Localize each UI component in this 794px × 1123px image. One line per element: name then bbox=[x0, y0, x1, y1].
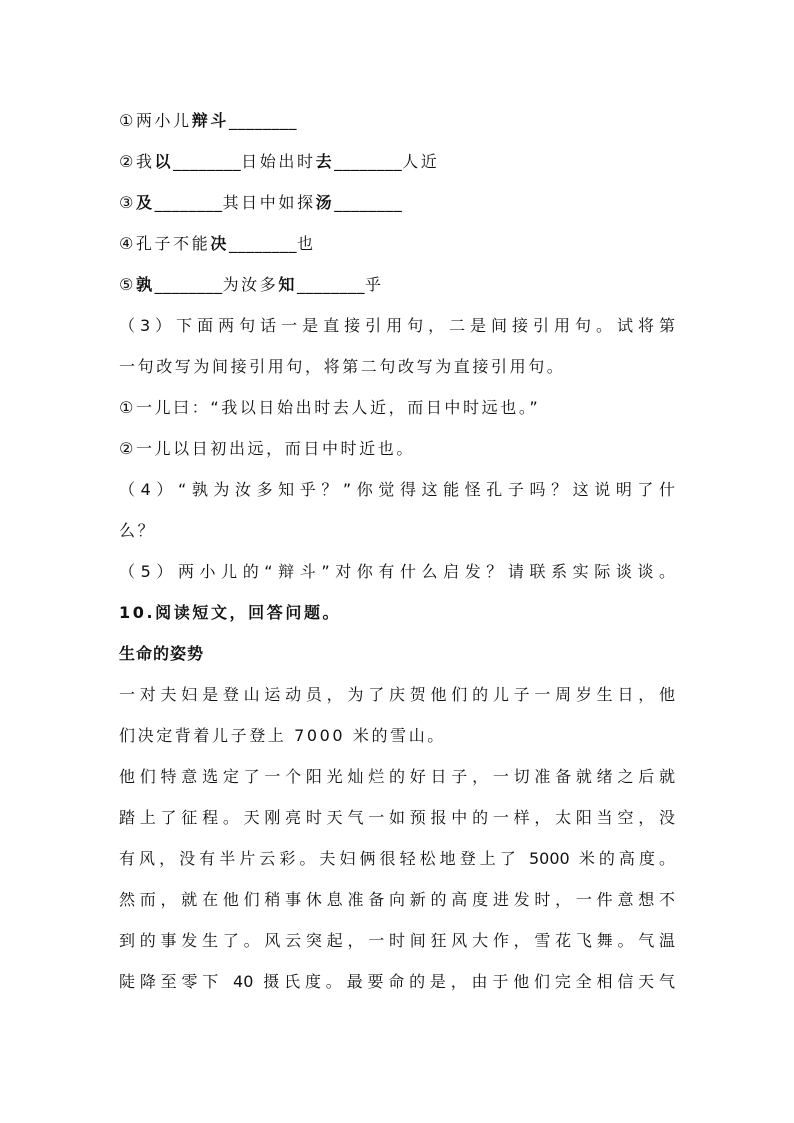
keyword: 孰 bbox=[135, 275, 155, 294]
passage-line: 有风，没有半片云彩。夫妇俩很轻松地登上了 5000 米的高度。 bbox=[119, 849, 675, 868]
item-text: ⑤ bbox=[119, 275, 136, 294]
q9-part3-sentence: ①一儿曰：“我以日始出时去人近，而日中时远也。” bbox=[119, 398, 541, 417]
q9-item-1 bbox=[119, 104, 675, 145]
keyword: 知 bbox=[278, 275, 297, 294]
answer-blank[interactable]: ________ bbox=[334, 193, 403, 212]
item-text: 乎 bbox=[364, 275, 384, 294]
passage-line: 们决定背着儿子登上 7000 米的雪山。 bbox=[119, 726, 446, 745]
keyword: 及 bbox=[135, 193, 155, 212]
item-text: ④孔子不能 bbox=[119, 234, 211, 253]
passage-line: 他们特意选定了一个阳光灿烂的好日子，一切准备就绪之后就 bbox=[119, 767, 675, 786]
keyword: 决 bbox=[210, 234, 229, 253]
item-text: ①两小儿 bbox=[119, 111, 192, 130]
answer-blank[interactable]: ________ bbox=[334, 152, 403, 171]
q9-part4-line: （4）“孰为汝多知乎？”你觉得这能怪孔子吗？这说明了什 bbox=[119, 480, 675, 499]
passage-line: 然而，就在他们稍事休息准备向新的高度进发时，一件意想不 bbox=[119, 890, 675, 909]
answer-blank[interactable]: ________ bbox=[154, 275, 223, 294]
answer-blank[interactable]: ________ bbox=[173, 152, 242, 171]
item-text: 人近 bbox=[402, 152, 440, 171]
q9-part5-line: （5）两小儿的“辩斗”对你有什么启发？请联系实际谈谈。 bbox=[119, 562, 675, 581]
item-text: 其日中如探 bbox=[222, 193, 316, 212]
document-body bbox=[119, 104, 675, 1006]
q9-part3-line: 一句改写为间接引用句，将第二句改写为直接引用句。 bbox=[119, 357, 566, 376]
item-text: ③ bbox=[119, 193, 136, 212]
q9-item-2 bbox=[119, 145, 675, 186]
q9-part4-line: 么？ bbox=[119, 521, 157, 540]
keyword: 去 bbox=[315, 152, 335, 171]
passage-line: 陡降至零下 40 摄氏度。最要命的是，由于他们完全相信天气 bbox=[119, 972, 675, 991]
keyword: 辩斗 bbox=[191, 111, 229, 130]
answer-blank[interactable]: ________ bbox=[228, 234, 297, 253]
answer-blank[interactable]: ________ bbox=[228, 111, 297, 130]
q9-item-5 bbox=[119, 268, 675, 309]
answer-blank[interactable]: ________ bbox=[296, 275, 365, 294]
item-text: 为汝多 bbox=[222, 275, 279, 294]
keyword: 以 bbox=[154, 152, 174, 171]
q9-part3-sentence: ②一儿以日初出远，而日中时近也。 bbox=[119, 439, 415, 458]
passage-line: 踏上了征程。天刚亮时天气一如预报中的一样，太阳当空，没 bbox=[119, 808, 675, 827]
passage-line: 一对夫妇是登山运动员，为了庆贺他们的儿子一周岁生日，他 bbox=[119, 685, 675, 704]
answer-blank[interactable]: ________ bbox=[154, 193, 223, 212]
item-text: 也 bbox=[296, 234, 316, 253]
passage-title: 生命的姿势 bbox=[119, 644, 205, 663]
passage-line: 到的事发生了。风云突起，一时间狂风大作，雪花飞舞。气温 bbox=[119, 931, 675, 950]
q10-heading: 10.阅读短文，回答问题。 bbox=[119, 603, 342, 622]
q9-item-3 bbox=[119, 186, 675, 227]
item-text: ②我 bbox=[119, 152, 155, 171]
keyword: 汤 bbox=[315, 193, 335, 212]
q9-item-4 bbox=[119, 227, 675, 268]
q9-part3-line: （3）下面两句话一是直接引用句，二是间接引用句。试将第 bbox=[119, 316, 675, 335]
item-text: 日始出时 bbox=[241, 152, 316, 171]
